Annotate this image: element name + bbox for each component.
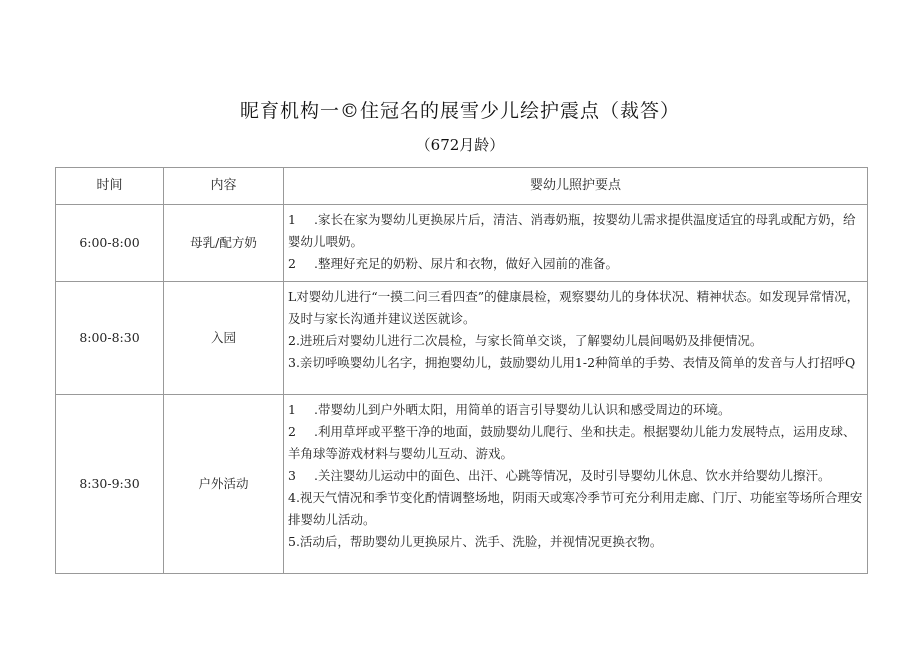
care-point-text: .整理好充足的奶粉、尿片和衣物，做好入园前的准备。 (314, 256, 618, 271)
care-point (288, 487, 865, 531)
care-point-text: .关注婴幼儿运动中的面色、出汗、心跳等情况，及时引导婴幼儿休息、饮水并给婴幼儿擦汗。 (314, 468, 831, 483)
care-point (288, 421, 865, 465)
care-point-text: .利用草坪或平整干净的地面，鼓励婴幼儿爬行、坐和扶走。根据婴幼儿能力发展特点，运用皮球、羊角球等游戏材料与婴幼儿互动、游戏。 (288, 424, 856, 461)
care-point-text: 4.视天气情况和季节变化酌情调整场地，阴雨天或寒冷季节可充分利用走廊、门厅、功能室等场所合理安排婴幼儿活动。 (288, 490, 863, 527)
row-care-points (284, 395, 868, 574)
care-point-text: 2.进班后对婴幼儿进行二次晨检，与家长简单交谈，了解婴幼儿晨间喝奶及排便情况。 (288, 333, 763, 348)
table-row (56, 205, 868, 282)
row-content: 户外活动 (164, 395, 284, 574)
care-point-number: 2 (288, 424, 296, 439)
table-header-row (56, 168, 868, 205)
care-point-number: 1 (288, 212, 296, 227)
care-point-number: 3 (288, 468, 296, 483)
row-time: 8:30-9:30 (56, 395, 164, 574)
document-title: 昵育机构一©住冠名的展雪少儿绘护震点（裁答） (239, 100, 680, 122)
care-point-text: .带婴幼儿到户外晒太阳，用简单的语言引导婴幼儿认识和感受周边的环境。 (314, 402, 731, 417)
header-content: 内容 (164, 168, 284, 205)
care-point-text: 5.活动后，帮助婴幼儿更换尿片、洗手、洗脸，并视情况更换衣物。 (288, 534, 663, 549)
care-point (288, 352, 865, 374)
table-row (56, 395, 868, 574)
care-point-number: 1 (288, 402, 296, 417)
care-point-text: .家长在家为婴幼儿更换尿片后，清洁、消毒奶瓶，按婴幼儿需求提供温度适宜的母乳或配方奶，给婴幼儿喂奶。 (288, 212, 856, 249)
row-time: 8:00-8:30 (56, 282, 164, 395)
care-point (288, 286, 865, 330)
care-point (288, 330, 865, 352)
header-care-points: 婴幼儿照护要点 (284, 168, 868, 205)
care-point (288, 399, 865, 421)
care-point-text: L对婴幼儿进行“一摸二问三看四查”的健康晨检，观察婴幼儿的身体状况、精神状态。如发现异常情况，及时与家长沟通并建议送医就诊。 (288, 289, 860, 326)
header-time: 时间 (56, 168, 164, 205)
care-point-number: 2 (288, 256, 296, 271)
care-point (288, 531, 865, 553)
row-care-points (284, 205, 868, 282)
care-point (288, 209, 865, 253)
care-point (288, 253, 865, 275)
table-row (56, 282, 868, 395)
row-care-points (284, 282, 868, 395)
row-content: 入园 (164, 282, 284, 395)
row-time: 6:00-8:00 (56, 205, 164, 282)
care-point (288, 465, 865, 487)
document-subtitle: （672月龄） (415, 136, 505, 154)
row-content: 母乳/配方奶 (164, 205, 284, 282)
care-point-text: 3.亲切呼唤婴幼儿名字，拥抱婴幼儿，鼓励婴幼儿用1-2种简单的手势、表情及简单的发音与人打招呼Q (288, 355, 856, 370)
care-schedule-table (55, 167, 868, 574)
